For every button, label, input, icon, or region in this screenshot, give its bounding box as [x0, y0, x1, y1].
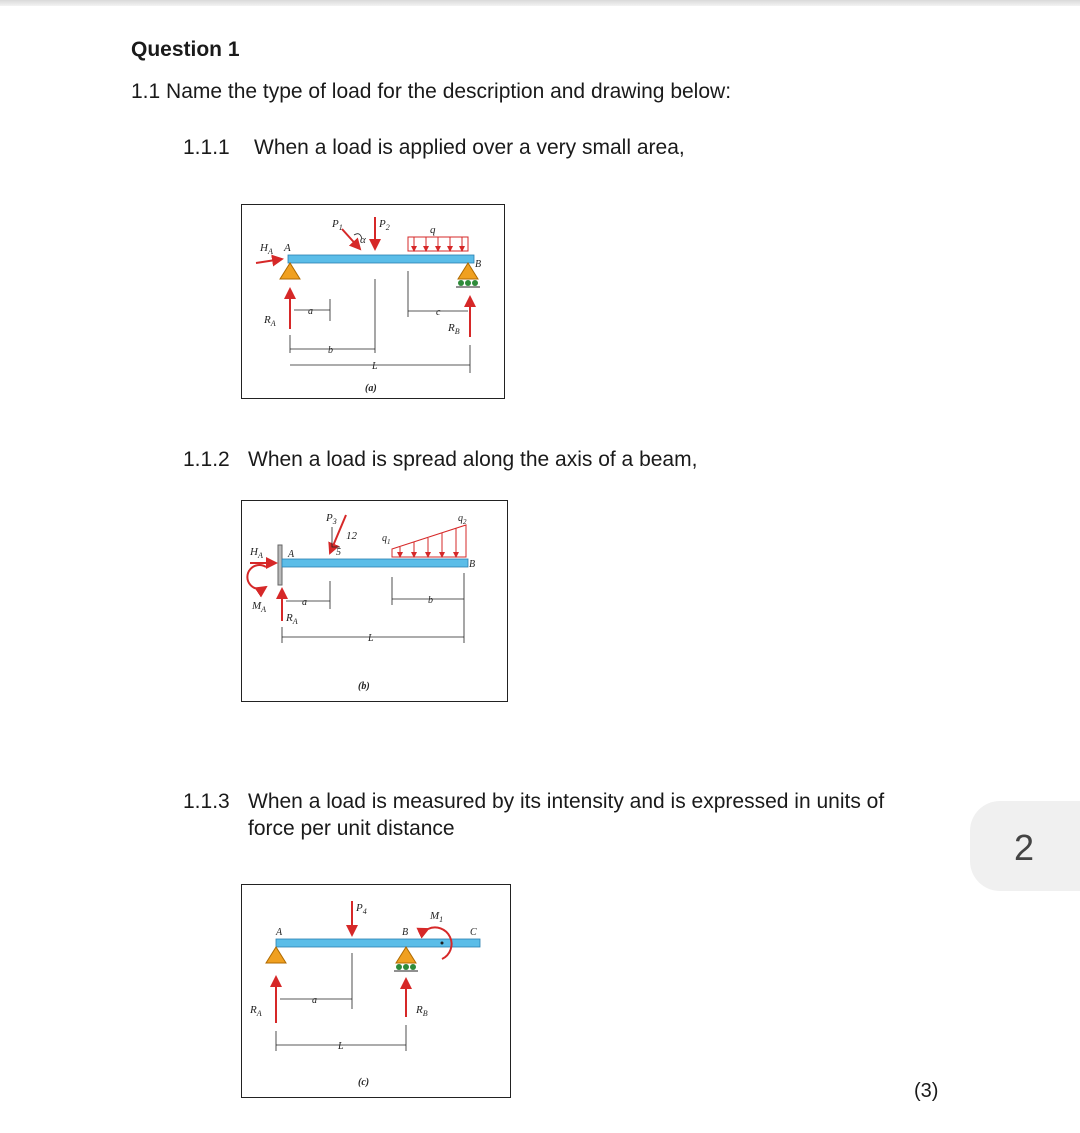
figure-c [241, 884, 511, 1098]
svg-text:c: c [436, 307, 441, 318]
pin-support [266, 947, 286, 963]
beam [276, 939, 480, 947]
svg-text:q2: $q_2$ [458, 513, 467, 526]
question-text: When a load is measured by its intensity and is expressed in units of [248, 790, 885, 813]
roller-support [396, 947, 416, 963]
svg-text:RB: $R_B$ [448, 322, 460, 336]
p1-arrow [342, 229, 360, 249]
svg-text:P2: $P_2$ [379, 218, 390, 232]
question-text-continued: force per unit distance [248, 817, 455, 840]
question-number: 1.1.1 [183, 136, 230, 159]
question-1-1-1 [183, 134, 685, 161]
svg-text:b: b [428, 595, 433, 606]
svg-text:a: a [308, 306, 313, 317]
figure-caption: (b) [358, 681, 370, 692]
figure-caption: (c) [358, 1077, 370, 1088]
svg-text:B: B [475, 259, 482, 270]
svg-text:q1: $q_1$ [382, 533, 391, 546]
question-text: When a load is spread along the axis of a beam, [248, 448, 698, 471]
linearly-varying-load [392, 525, 466, 557]
svg-text:a: a [302, 597, 307, 608]
question-title: Question 1 [131, 38, 240, 61]
svg-text:MA: $M_A$ [252, 600, 267, 614]
svg-text:q: q [430, 224, 436, 236]
svg-text:P1: $P_1$ [332, 218, 343, 232]
beam [282, 559, 468, 567]
figure-a [241, 204, 505, 399]
svg-text:P4: $P_4$ [356, 902, 367, 916]
svg-text:RB: $R_B$ [416, 1004, 428, 1018]
pin-support [280, 263, 300, 279]
svg-text:HA: $H_A$ [250, 546, 263, 560]
svg-text:A: A [288, 549, 295, 560]
svg-text:RA: $R_A$ [250, 1004, 262, 1018]
svg-text:a: a [312, 995, 317, 1006]
page-number: 2 [1014, 827, 1035, 868]
svg-text:M1: $M_1$ [430, 910, 444, 924]
svg-text:α: α [360, 234, 366, 246]
question-intro: 1.1 Name the type of load for the description and drawing below: [131, 80, 732, 103]
svg-text:L: L [372, 361, 378, 372]
svg-text:RA: $R_A$ [264, 314, 276, 328]
svg-text:HA: $H_A$ [260, 242, 273, 256]
svg-text:L: L [338, 1041, 344, 1052]
figure-caption: (a) [365, 383, 377, 394]
question-1-1-3 [183, 788, 884, 842]
svg-text:B: B [402, 927, 409, 938]
svg-text:b: b [328, 345, 333, 356]
question-text: When a load is applied over a very small area, [254, 136, 685, 159]
svg-text:5: 5 [336, 547, 341, 558]
svg-text:C: C [470, 927, 477, 938]
svg-text:B: B [469, 559, 476, 570]
figure-b [241, 500, 508, 702]
question-1-1-2 [183, 446, 697, 473]
question-number: 1.1.3 [183, 790, 230, 813]
svg-text:12: 12 [346, 530, 357, 542]
svg-text:A: A [284, 242, 291, 254]
top-divider [0, 0, 1080, 6]
page-number-badge [970, 801, 1080, 891]
beam [288, 255, 474, 263]
svg-text:A: A [276, 927, 283, 938]
svg-text:L: L [368, 633, 374, 644]
question-number: 1.1.2 [183, 448, 230, 471]
marks-allocation: (3) [914, 1080, 939, 1102]
svg-text:P3: $P_3$ [326, 512, 337, 526]
svg-text:RA: $R_A$ [286, 612, 298, 626]
